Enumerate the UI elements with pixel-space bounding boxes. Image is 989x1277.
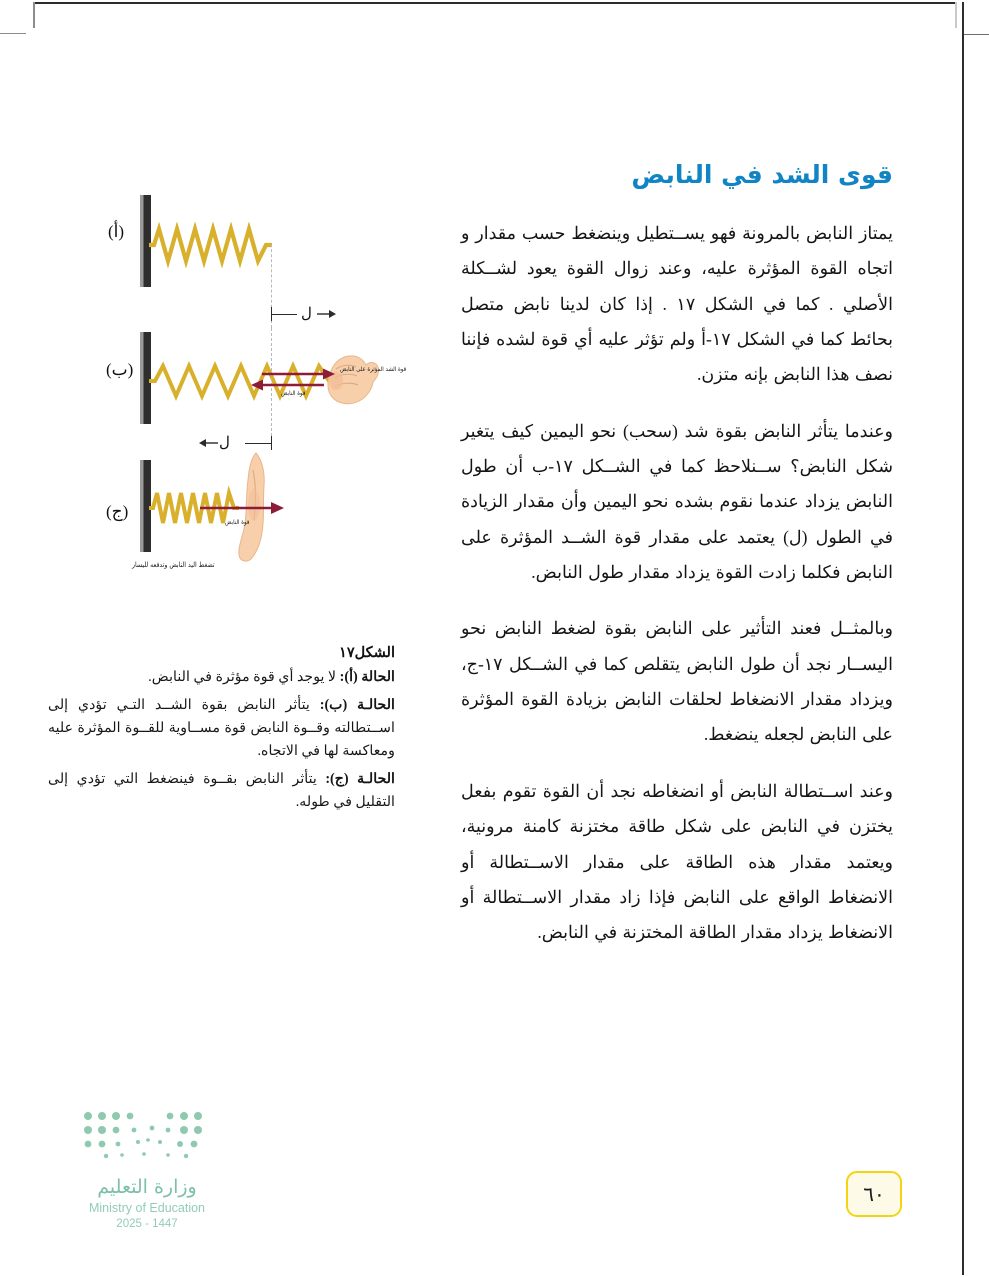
- ministry-of-education-logo: [52, 1108, 242, 1232]
- paragraph-1: يمتاز النابض بالمرونة فهو يســتطيل وينضغط حسب مقدار و اتجاه القوة المؤثرة عليه، وعند زوال القوة يعود لشــكلة الأصلي . كما في الشكل ١٧ . إذا كان لدينا نابض متصل بحائط كما في الشكل ١٧-أ ولم تؤثر عليه أي قوة لشده فإننا نصف هذا النابض بإنه متزن.: [461, 223, 894, 385]
- panel-c-label: (ج): [106, 502, 129, 521]
- force-label-spring-force-b: قوة النابض: [281, 390, 306, 398]
- crop-mark-top-right-horizontal: [962, 34, 989, 35]
- crop-mark-top-left-vertical: [33, 2, 35, 28]
- figure-caption: [48, 645, 395, 819]
- caption-case-c-text: يتأثر النابض بقــوة فينضغط التي تؤدي إلى التقليل في طوله.: [48, 771, 395, 810]
- force-label-applied-tension: قوة الشد المؤثرة على النابض: [340, 366, 407, 374]
- dim-arrow-a-icon: [317, 308, 337, 320]
- dim-label-a: ل: [301, 306, 312, 322]
- panel-c-subcaption: تضغط اليد النابض وتدفعه لليسار: [132, 561, 215, 570]
- force-arrow-spring-right-icon: [200, 498, 286, 522]
- crop-mark-top-left-horizontal: [0, 33, 26, 34]
- caption-case-c: [48, 768, 395, 814]
- caption-case-b: [48, 694, 395, 763]
- dim-label-b: ل: [219, 435, 230, 451]
- spring-forces-figure: [88, 180, 408, 590]
- dim-line-b: [245, 443, 272, 444]
- page-number-badge: ٦٠: [846, 1171, 902, 1217]
- paragraph-3: وبالمثــل فعند التأثير على النابض بقوة لضغط النابض نحو اليســار نجد أن طول النابض يتقلص كما في الشــكل ١٧-ج، ويزداد مقدار الانضغاط لحلقات النابض بزيادة القوة المؤثرة على النابض لجعله ينضغط.: [461, 618, 893, 745]
- page-title: قوى الشد في النابض: [631, 160, 893, 189]
- crop-mark-top-right-vertical: [955, 2, 957, 28]
- force-label-spring-force-c: قوة النابض: [225, 519, 250, 527]
- panel-a-label: (أ): [108, 222, 125, 241]
- paragraph-4: وعند اســتطالة النابض أو انضغاطه نجد أن القوة تقوم بفعل يختزن في النابض على شكل طاقة مختزنة كامنة مرونية، ويعتمد مقدار هذه الطاقة على مقدار الاســتطالة أو الانضغاط الواقع على النابض فإذا زاد مقدار الاســتطالة أو الانضغاط يزداد مقدار الطاقة المختزنة في النابض.: [461, 780, 893, 943]
- moe-dot-pattern-icon: [82, 1108, 212, 1170]
- crop-mark-right-edge: [962, 2, 964, 1275]
- caption-case-a: [48, 666, 395, 689]
- spring-a-icon: [149, 222, 279, 268]
- caption-case-a-text: لا يوجد أي قوة مؤثرة في النابض.: [148, 669, 340, 685]
- dim-arrow-b-icon: [198, 437, 218, 449]
- caption-case-a-label: الحالة (أ):: [339, 669, 395, 685]
- caption-case-b-text: يتأثر النابض بقوة الشــد التـي تؤدي إلى اســتطالته وقــوة النابض قوة مســاوية للقــوة المؤثرة عليه ومعاكسة لها في الاتجاه.: [48, 697, 395, 759]
- paragraph-2: وعندما يتأثر النابض بقوة شد (سحب) نحو اليمين كيف يتغير شكل النابض؟ ســنلاحظ كما في الشــكل ١٧-ب أن طول النابض يزداد عندما نقوم بشده نحو اليمين وأن مقدار الزيادة في الطول (ل) يعتمد على مقدار قوة الشــد المؤثرة على النابض فكلما زادت القوة يزداد مقدار طول النابض.: [461, 420, 894, 583]
- crop-mark-top: [34, 2, 956, 4]
- article-body: [461, 160, 893, 951]
- moe-years: 2025 - 1447: [116, 1217, 178, 1230]
- figure-caption-title: الشكل١٧: [339, 645, 395, 661]
- moe-english-name: Ministry of Education: [88, 1200, 206, 1215]
- dim-line-a: [271, 314, 297, 315]
- caption-case-b-label: الحالـة (ب):: [319, 697, 395, 713]
- panel-b-label: (ب): [106, 360, 134, 379]
- moe-arabic-name: وزارة التعليم: [97, 1176, 197, 1198]
- caption-case-c-label: الحالـة (ج):: [325, 771, 395, 787]
